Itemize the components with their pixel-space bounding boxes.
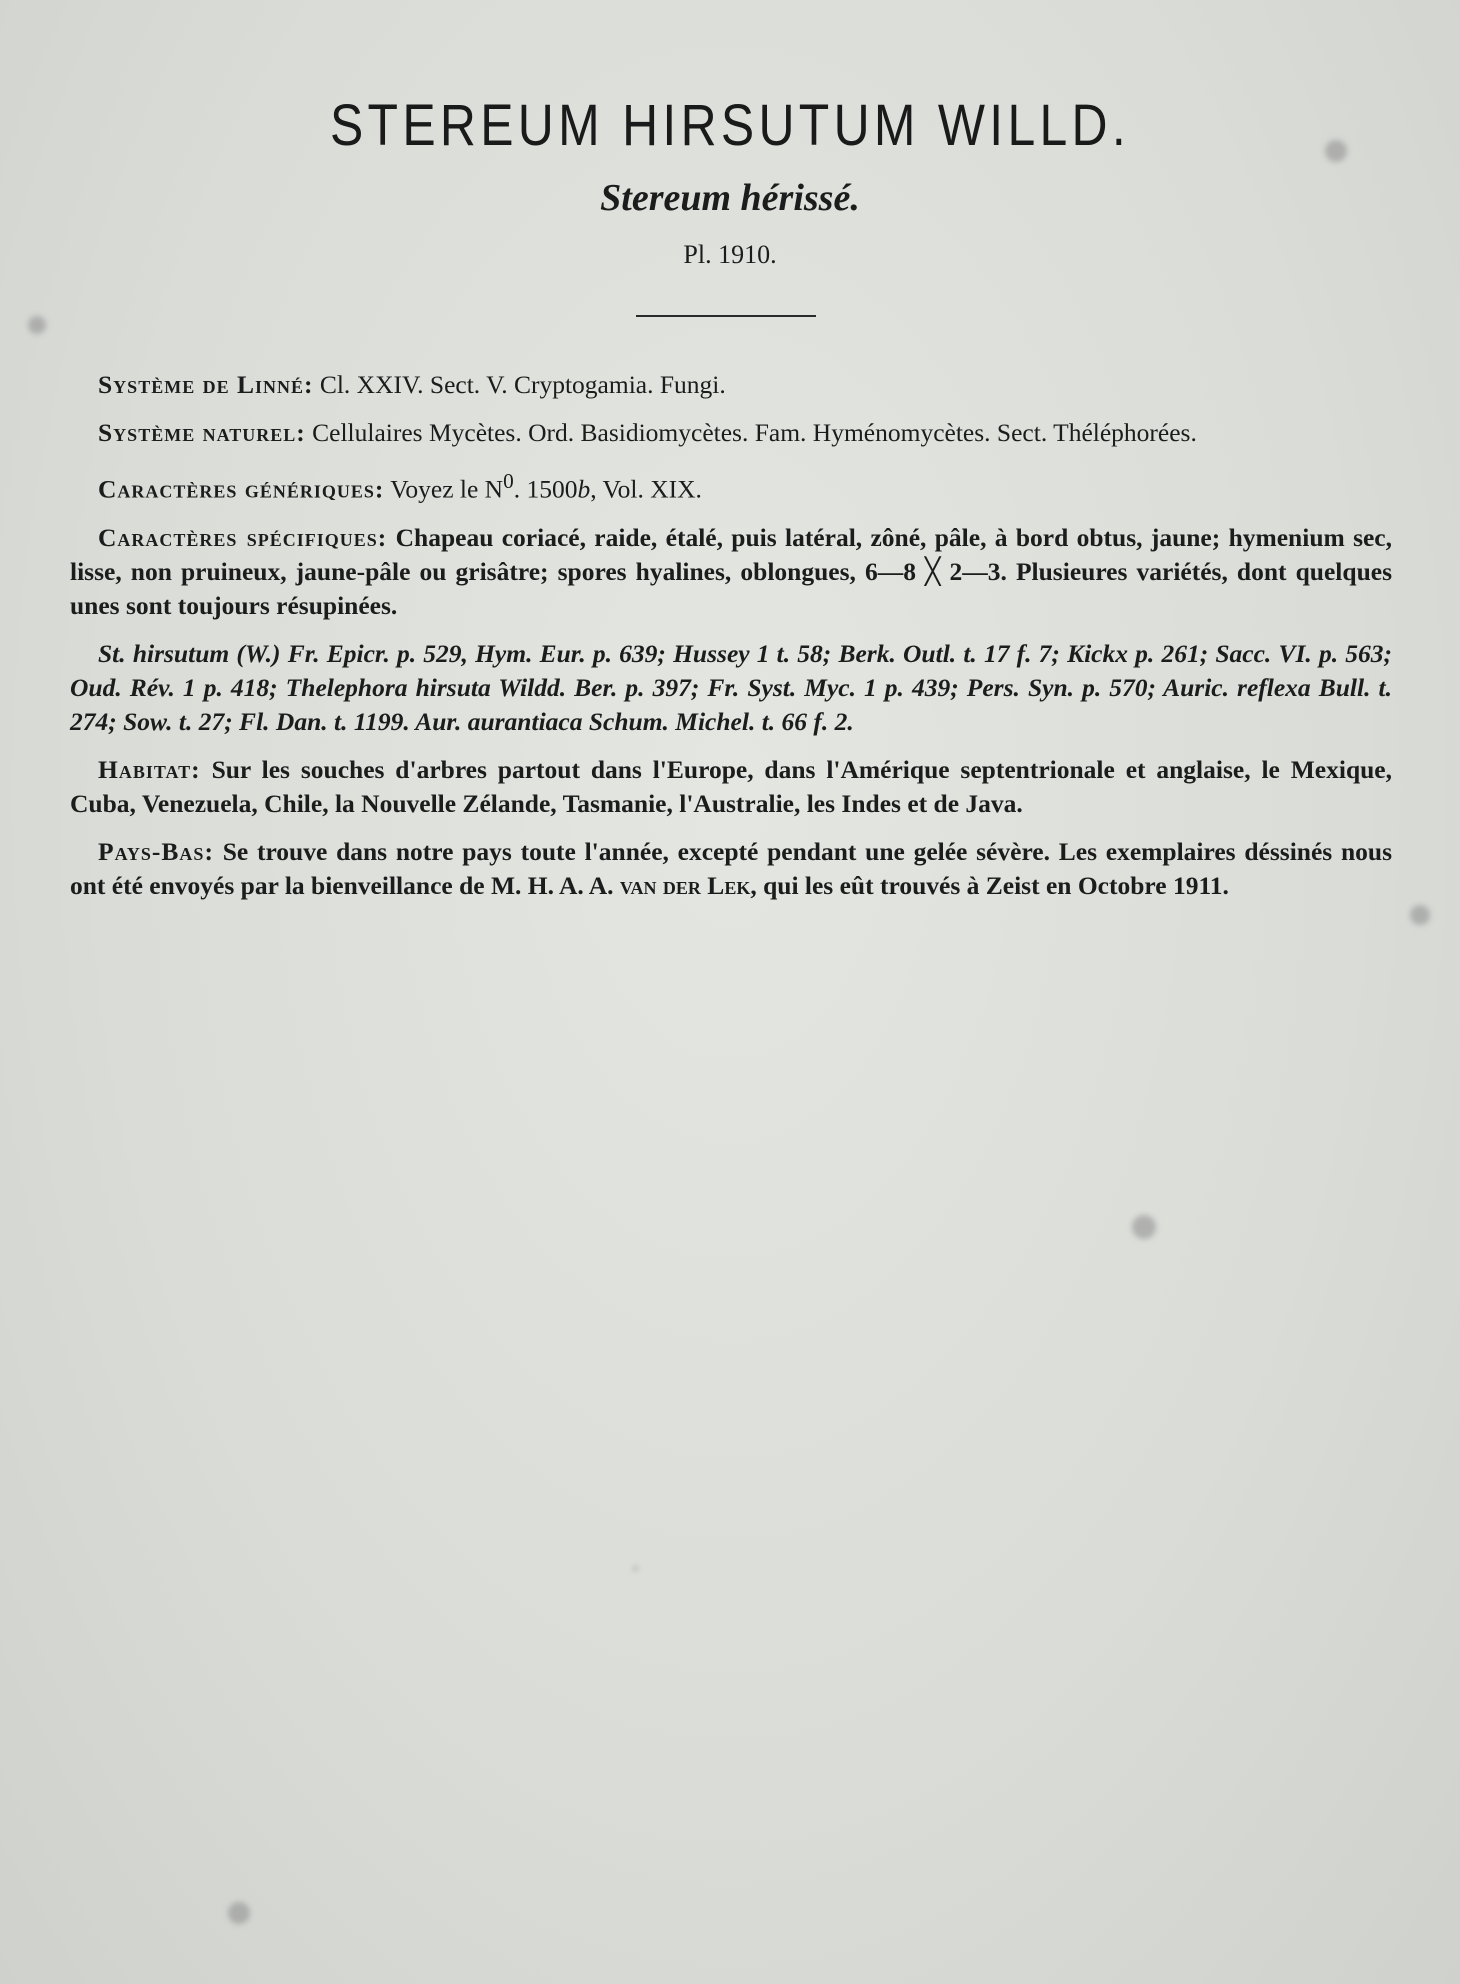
divider xyxy=(636,315,816,317)
section-specifiques xyxy=(70,521,1392,623)
references-text: St. hirsutum (W.) Fr. Epicr. p. 529, Hym. Eur. p. 639; Hussey 1 t. 58; Berk. Outl. t. 17 f. 7; Kickx p. 261; Sacc. VI. p. 563; Oud. Rév. 1 p. 418; Thelephora hirsuta Wildd. Ber. p. 397; Fr. Syst. Myc. 1 p. 439; Pers. Syn. p. 570; Auric. reflexa Bull. t. 274; Sow. t. 27; Fl. Dan. t. 1199. Aur. aurantiaca Schum. Michel. t. 66 f. 2. xyxy=(70,638,1392,736)
section-label: Habitat: xyxy=(98,754,201,784)
section-text: Se trouve dans notre pays toute l'année, excepté pendant une gelée sévère. Les exemplaires déssinés nous ont été envoyés par la bienveillance de M. H. A. A. xyxy=(70,836,1393,900)
paper-spot xyxy=(1132,1215,1156,1239)
superscript: 0 xyxy=(503,469,514,493)
section-label: Système de Linné: xyxy=(98,370,314,399)
person-name: van der Lek xyxy=(619,870,751,900)
section-text: Sur les souches d'arbres partout dans l'Europe, dans l'Amérique septentrionale et anglaise, le Mexique, Cuba, Venezuela, Chile, la Nouvelle Zélande, Tasmanie, l'Australie, les Indes et de Java. xyxy=(70,754,1392,818)
plate-number: Pl. 1910. xyxy=(683,240,777,269)
paper-spot xyxy=(1410,905,1430,925)
section-text: Cellulaires Mycètes. Ord. Basidiomycètes. Fam. Hyménomycètes. Sect. Théléphorées. xyxy=(312,418,1197,447)
paper-spot xyxy=(228,1902,250,1924)
section-references xyxy=(70,637,1392,739)
section-text: , qui les eût trouvés à Zeist en Octobre 1911. xyxy=(750,870,1229,900)
section-label: Caractères génériques: xyxy=(98,474,385,504)
section-label: Système naturel: xyxy=(98,418,306,447)
section-text: Voyez le N xyxy=(390,474,504,504)
section-habitat xyxy=(70,753,1392,821)
section-label: Pays-Bas: xyxy=(98,836,214,866)
document-body xyxy=(70,368,1392,917)
page-title: STEREUM HIRSUTUM WILLD. xyxy=(329,93,1131,158)
section-text: . 1500 xyxy=(513,474,578,504)
paper-spot xyxy=(633,1566,638,1571)
section-paysbas xyxy=(70,835,1392,903)
paper-spot xyxy=(28,316,46,334)
italic-suffix: b xyxy=(577,474,591,504)
section-text: , Vol. XIX. xyxy=(590,474,702,504)
section-generiques xyxy=(70,464,1392,507)
section-label: Caractères spécifiques: xyxy=(98,522,388,552)
page-subtitle: Stereum hérissé. xyxy=(600,177,860,219)
section-text: Chapeau coriacé, raide, étalé, puis latéral, zôné, pâle, à bord obtus, jaune; hymenium sec, lisse, non pruineux, jaune-pâle ou grisâtre; spores hyalines, oblongues, 6—8 ╳ 2—3. Plusieures variétés, dont quelques unes sont toujours résupinées. xyxy=(70,522,1393,620)
section-linne xyxy=(70,368,1392,402)
section-naturel xyxy=(70,416,1392,450)
section-text: Cl. XXIV. Sect. V. Cryptogamia. Fungi. xyxy=(319,370,726,399)
